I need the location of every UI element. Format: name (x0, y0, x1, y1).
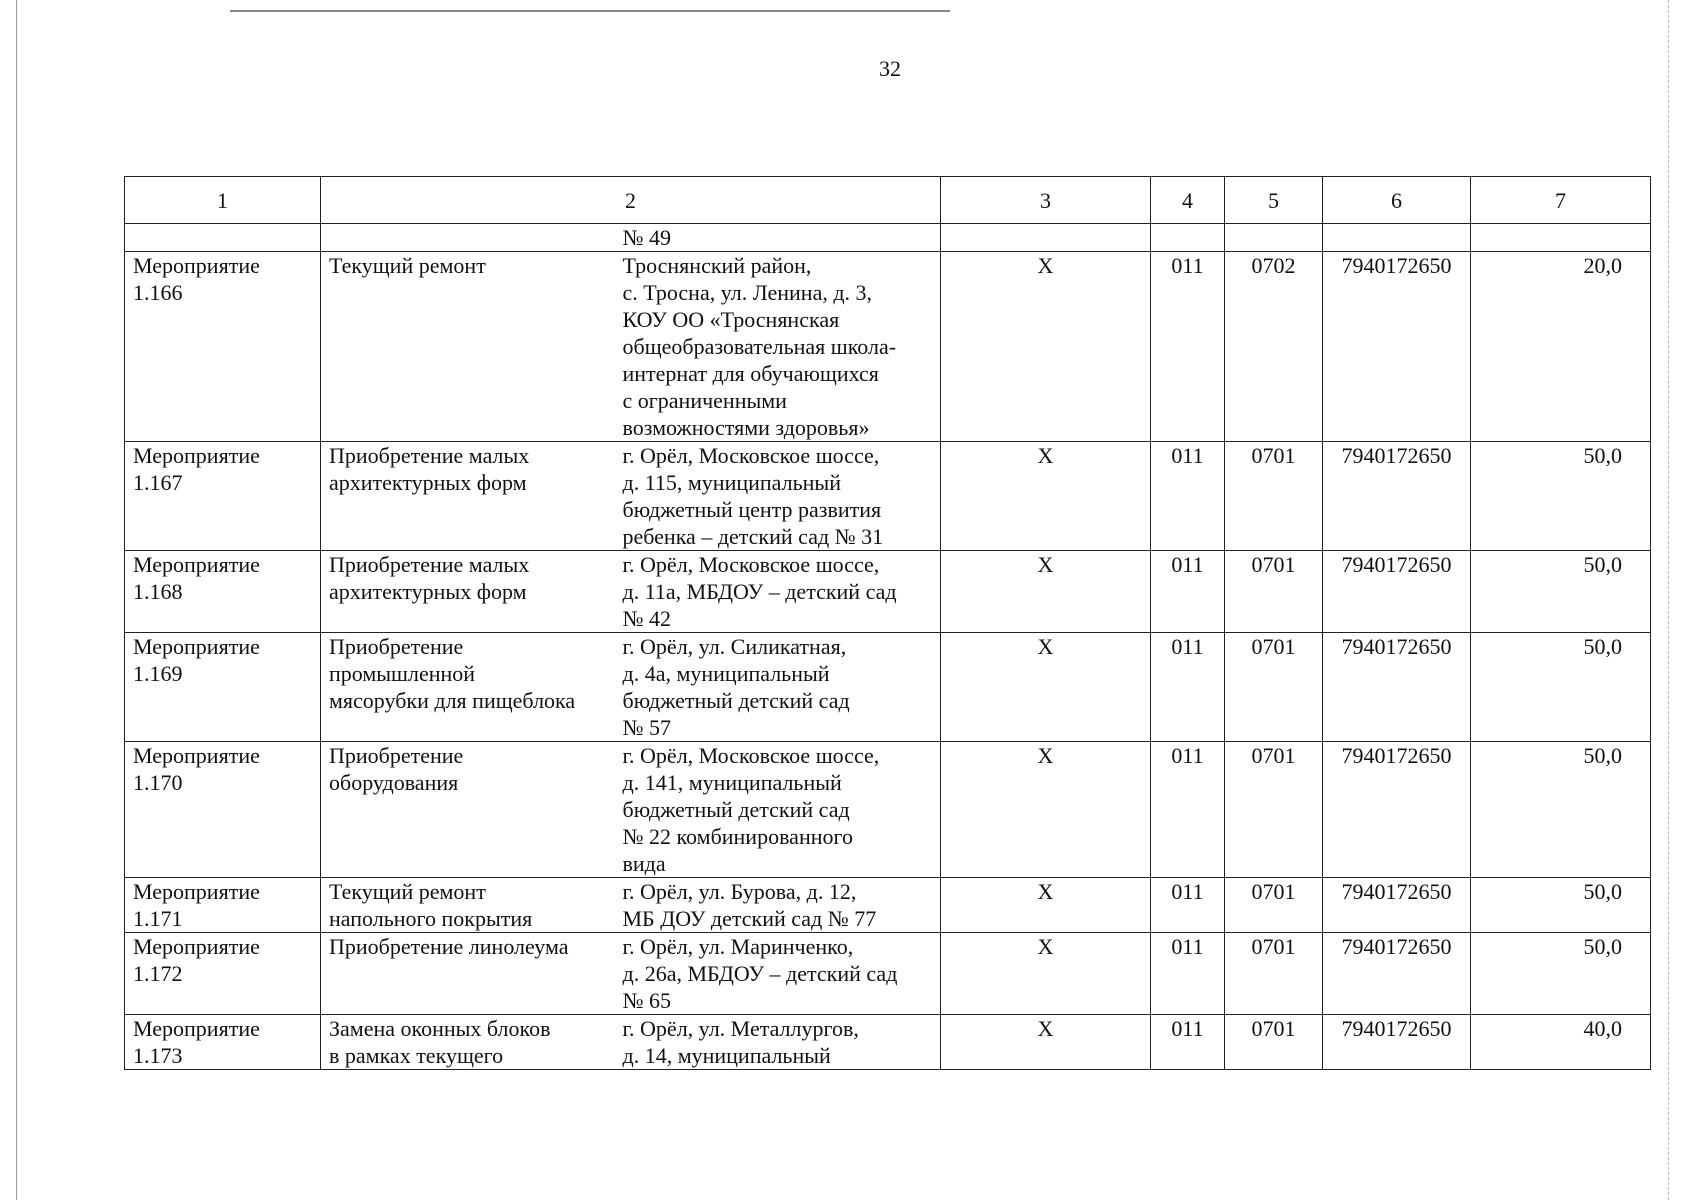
page-number: 32 (879, 56, 901, 81)
measures-table (124, 176, 1651, 1070)
header-row (125, 177, 1651, 224)
cell-col-6: 7940172650 (1323, 933, 1471, 1015)
cont-cell-7 (1471, 224, 1651, 252)
cell-col-7: 40,0 (1471, 1015, 1651, 1070)
cell-event: Мероприятие 1.173 (125, 1015, 321, 1070)
header-col-5: 5 (1225, 177, 1323, 224)
cell-col-5: 0701 (1225, 633, 1323, 742)
cell-event: Мероприятие 1.166 (125, 252, 321, 442)
cell-col-6: 7940172650 (1323, 252, 1471, 442)
scan-edge-left (16, 0, 17, 1200)
header-col-6: 6 (1323, 177, 1471, 224)
cell-event: Мероприятие 1.170 (125, 742, 321, 878)
scan-edge-right (1668, 0, 1669, 1200)
cell-col-5: 0701 (1225, 442, 1323, 551)
cell-description: Текущий ремонт напольного покрытия (321, 878, 615, 933)
cell-col-6: 7940172650 (1323, 878, 1471, 933)
table-row (125, 933, 1651, 1015)
cell-col-6: 7940172650 (1323, 442, 1471, 551)
cont-cell-3 (941, 224, 1151, 252)
cell-col-4: 011 (1151, 878, 1225, 933)
cell-col-4: 011 (1151, 442, 1225, 551)
cell-col-5: 0701 (1225, 933, 1323, 1015)
cont-cell-description (321, 224, 615, 252)
table-row (125, 1015, 1651, 1070)
header-col-7: 7 (1471, 177, 1651, 224)
cell-col-5: 0701 (1225, 551, 1323, 633)
cell-description: Приобретение промышленной мясорубки для пищеблока (321, 633, 615, 742)
cell-col-7: 50,0 (1471, 742, 1651, 878)
cell-address: г. Орёл, ул. Силикатная, д. 4а, муниципальный бюджетный детский сад № 57 (615, 633, 941, 742)
cell-address: г. Орёл, Московское шоссе, д. 141, муниципальный бюджетный детский сад № 22 комбинированного вида (615, 742, 941, 878)
cell-col-6: 7940172650 (1323, 633, 1471, 742)
cell-event: Мероприятие 1.167 (125, 442, 321, 551)
cell-col-3: Х (941, 1015, 1151, 1070)
cell-col-7: 20,0 (1471, 252, 1651, 442)
cell-col-6: 7940172650 (1323, 1015, 1471, 1070)
cont-cell-event (125, 224, 321, 252)
cell-event: Мероприятие 1.172 (125, 933, 321, 1015)
table-row (125, 878, 1651, 933)
cell-address: Троснянский район, с. Тросна, ул. Ленина, д. 3, КОУ ОО «Троснянская общеобразовательная школа- интернат для обучающихся с ограниченными возможностями здоровья» (615, 252, 941, 442)
cell-col-3: Х (941, 933, 1151, 1015)
cell-description: Замена оконных блоков в рамках текущего (321, 1015, 615, 1070)
cell-col-4: 011 (1151, 551, 1225, 633)
cell-col-3: Х (941, 551, 1151, 633)
cell-description: Приобретение линолеума (321, 933, 615, 1015)
cell-col-3: Х (941, 252, 1151, 442)
cell-col-7: 50,0 (1471, 633, 1651, 742)
cell-col-5: 0702 (1225, 252, 1323, 442)
cell-col-5: 0701 (1225, 742, 1323, 878)
table-row (125, 442, 1651, 551)
header-col-4: 4 (1151, 177, 1225, 224)
header-col-3: 3 (941, 177, 1151, 224)
cell-address: г. Орёл, Московское шоссе, д. 115, муниципальный бюджетный центр развития ребенка – детский сад № 31 (615, 442, 941, 551)
cell-col-3: Х (941, 442, 1151, 551)
table-row (125, 633, 1651, 742)
cell-address: г. Орёл, ул. Металлургов, д. 14, муниципальный (615, 1015, 941, 1070)
cell-col-5: 0701 (1225, 878, 1323, 933)
cell-description: Приобретение малых архитектурных форм (321, 551, 615, 633)
cell-col-4: 011 (1151, 933, 1225, 1015)
cell-description: Приобретение оборудования (321, 742, 615, 878)
continuation-row (125, 224, 1651, 252)
cell-col-7: 50,0 (1471, 551, 1651, 633)
cell-col-7: 50,0 (1471, 933, 1651, 1015)
cell-event: Мероприятие 1.169 (125, 633, 321, 742)
scan-edge-line (230, 10, 950, 12)
table-row (125, 252, 1651, 442)
cell-col-3: Х (941, 742, 1151, 878)
cell-col-3: Х (941, 878, 1151, 933)
cell-col-4: 011 (1151, 742, 1225, 878)
cell-col-6: 7940172650 (1323, 551, 1471, 633)
table-row (125, 551, 1651, 633)
cont-cell-6 (1323, 224, 1471, 252)
table-row (125, 742, 1651, 878)
cell-col-4: 011 (1151, 1015, 1225, 1070)
cell-address: г. Орёл, ул. Маринченко, д. 26а, МБДОУ – детский сад № 65 (615, 933, 941, 1015)
cell-event: Мероприятие 1.171 (125, 878, 321, 933)
cont-cell-5 (1225, 224, 1323, 252)
cont-cell-4 (1151, 224, 1225, 252)
header-col-1: 1 (125, 177, 321, 224)
cell-col-5: 0701 (1225, 1015, 1323, 1070)
header-col-2: 2 (321, 177, 941, 224)
cell-col-7: 50,0 (1471, 878, 1651, 933)
cell-col-7: 50,0 (1471, 442, 1651, 551)
cell-col-3: Х (941, 633, 1151, 742)
cell-col-6: 7940172650 (1323, 742, 1471, 878)
cell-description: Текущий ремонт (321, 252, 615, 442)
cell-address: г. Орёл, Московское шоссе, д. 11а, МБДОУ – детский сад № 42 (615, 551, 941, 633)
cell-description: Приобретение малых архитектурных форм (321, 442, 615, 551)
cont-cell-address: № 49 (615, 224, 941, 252)
cell-col-4: 011 (1151, 252, 1225, 442)
cell-col-4: 011 (1151, 633, 1225, 742)
cell-event: Мероприятие 1.168 (125, 551, 321, 633)
cell-address: г. Орёл, ул. Бурова, д. 12, МБ ДОУ детский сад № 77 (615, 878, 941, 933)
